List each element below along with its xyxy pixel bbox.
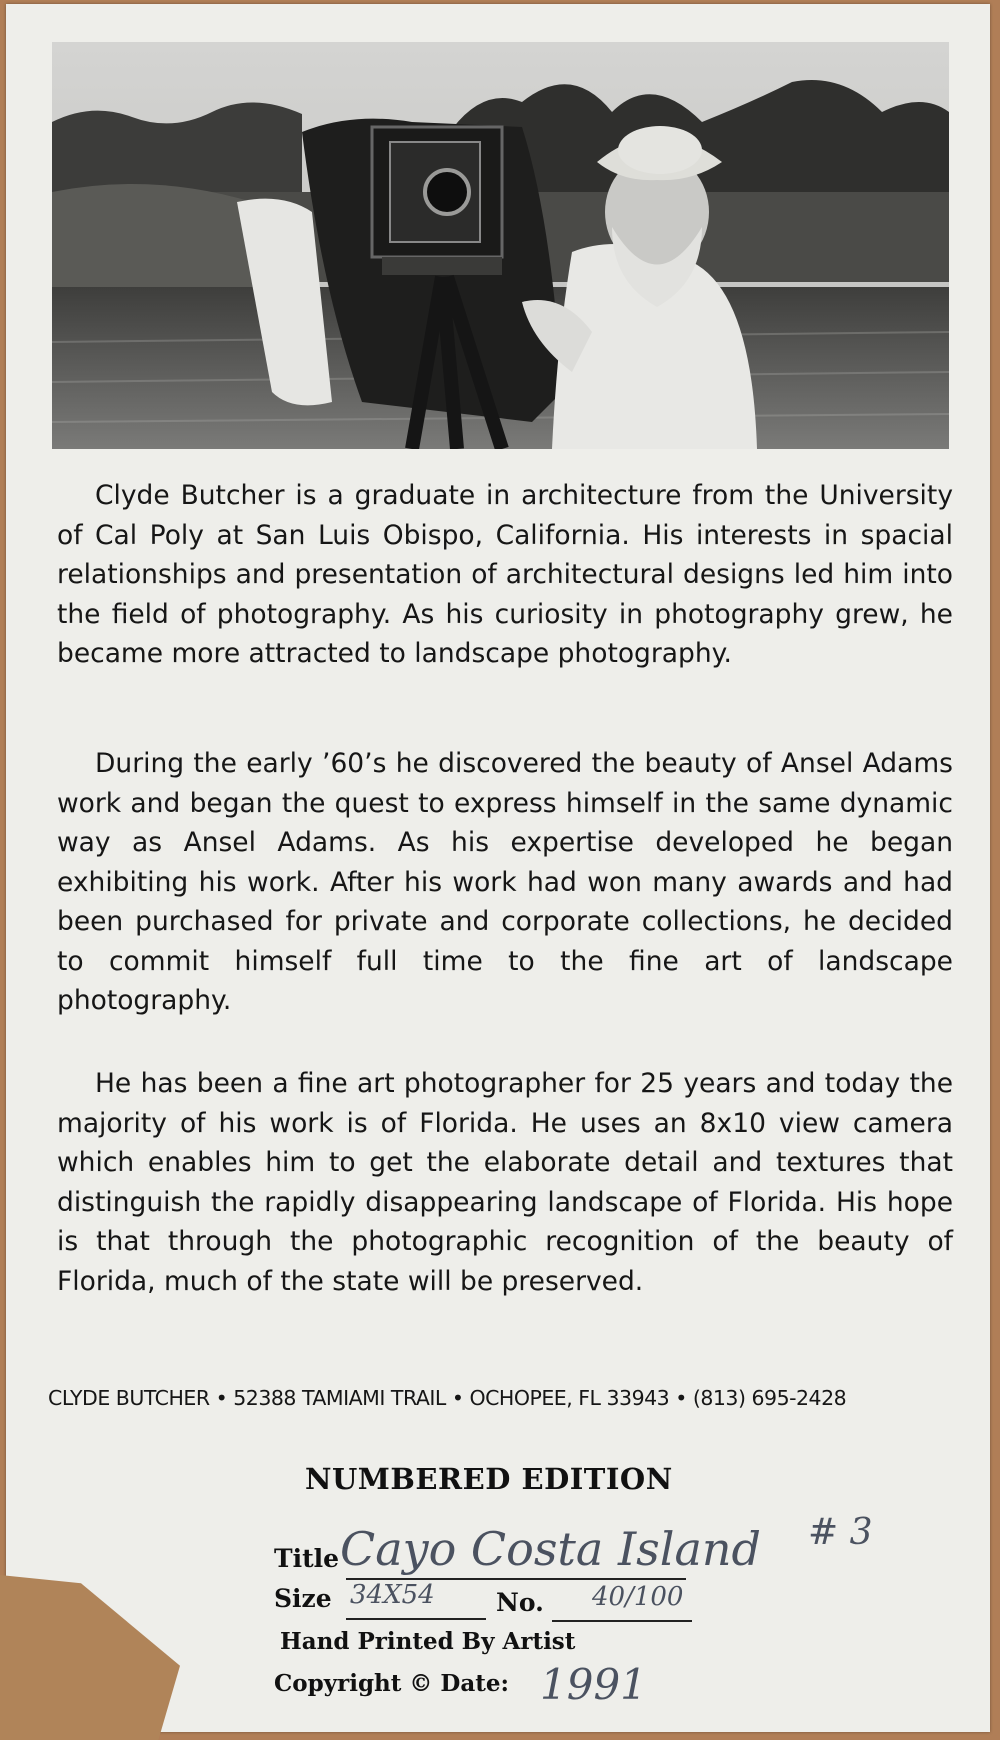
size-underline [346, 1618, 486, 1620]
number-label: No. [496, 1588, 544, 1617]
bio-paragraph-1-text: Clyde Butcher is a graduate in architecture from the University of Cal Poly at San Luis Obispo, California. His interests in spacial relationships and presentation of architectural designs led him into the field of photography. As his curiosity in photography grew, he became more attracted to landscape photography. [57, 480, 953, 669]
size-label: Size [274, 1584, 332, 1613]
bio-paragraph-2 [57, 744, 953, 1021]
number-handwritten-value: 40/100 [592, 1582, 684, 1612]
bio-paragraph-2-text: During the early ’60’s he discovered the beauty of Ansel Adams work and began the quest to express himself in the same dynamic way as Ansel Adams. As his expertise developed he began exhibiting his work. After his work had won many awards and had been purchased for private and corporate collections, he decided to commit himself full time to the fine art of landscape photography. [57, 748, 953, 1016]
title-handwritten-value: Cayo Costa Island [340, 1522, 761, 1576]
size-handwritten-value: 34X54 [350, 1580, 435, 1610]
title-label: Title [274, 1544, 340, 1573]
contact-address: CLYDE BUTCHER • 52388 TAMIAMI TRAIL • OCHOPEE, FL 33943 • (813) 695-2428 [48, 1386, 847, 1410]
numbered-edition-heading: NUMBERED EDITION [305, 1462, 673, 1496]
photographer-photo [52, 42, 949, 449]
title-handwritten-number: # 3 [808, 1512, 873, 1553]
number-underline [552, 1620, 692, 1622]
bio-paragraph-1 [57, 476, 953, 674]
hand-printed-by-artist: Hand Printed By Artist [280, 1628, 576, 1655]
copyright-date-label: Copyright © Date: [274, 1670, 509, 1697]
date-handwritten-value: 1991 [540, 1660, 647, 1709]
bio-paragraph-3-text: He has been a fine art photographer for 25 years and today the majority of his work is of Florida. He uses an 8x10 view camera which enables him to get the elaborate detail and textures that distinguish the rapidly disappearing landscape of Florida. His hope is that through the photographic recognition of the beauty of Florida, much of the state will be preserved. [57, 1068, 953, 1297]
bio-paragraph-3 [57, 1064, 953, 1301]
